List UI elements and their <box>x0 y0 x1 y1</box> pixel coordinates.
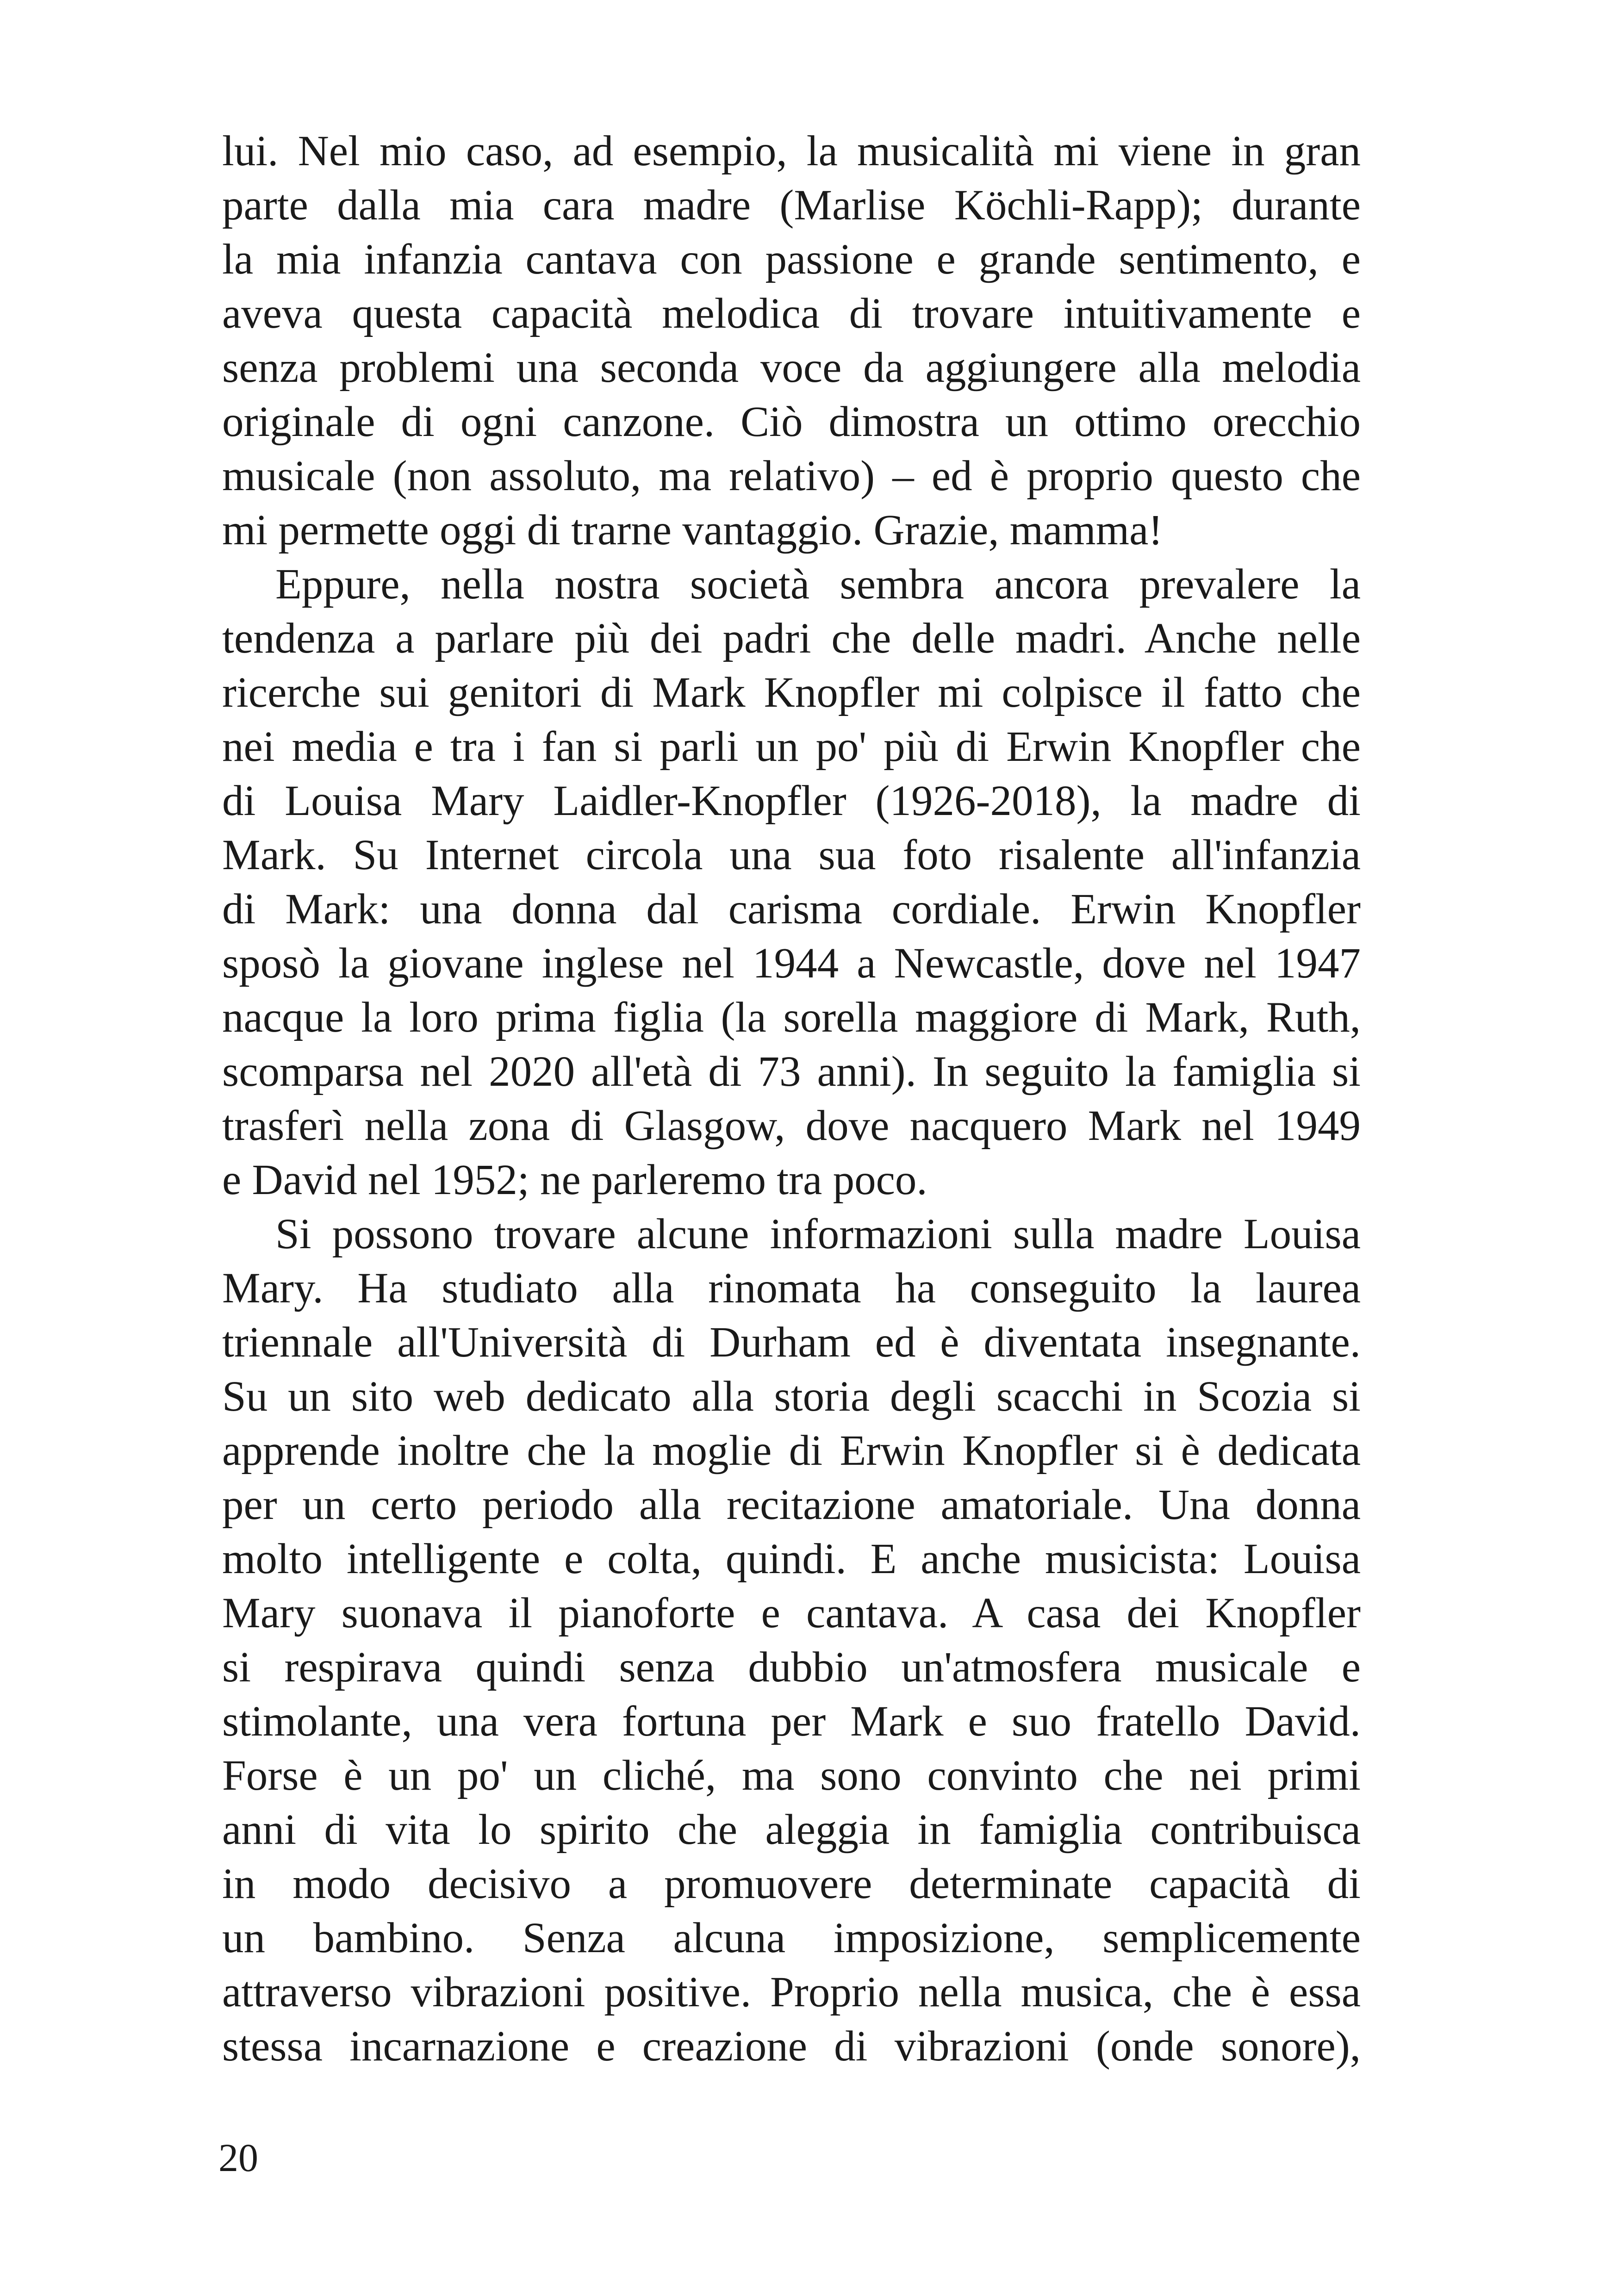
body-text <box>222 124 1361 2073</box>
text-line: tendenza a parlare più dei padri che delle madri. Anche nelle <box>222 615 1361 662</box>
text-line: Mark. Su Internet circola una sua foto risalente all'infanzia <box>222 831 1361 879</box>
text-line: Mary. Ha studiato alla rinomata ha conseguito la laurea <box>222 1264 1361 1312</box>
text-line: trasferì nella zona di Glasgow, dove nacquero Mark nel 1949 <box>222 1102 1361 1150</box>
text-line: triennale all'Università di Durham ed è diventata insegnante. <box>222 1319 1361 1366</box>
text-line: si respirava quindi senza dubbio un'atmosfera musicale e <box>222 1643 1361 1691</box>
page-number: 20 <box>218 2135 258 2180</box>
text-line: anni di vita lo spirito che aleggia in famiglia contribuisca <box>222 1806 1361 1854</box>
text-line: in modo decisivo a promuovere determinate capacità di <box>222 1860 1361 1908</box>
text-line: originale di ogni canzone. Ciò dimostra un ottimo orecchio <box>222 398 1361 446</box>
text-line: nei media e tra i fan si parli un po' più di Erwin Knopfler che <box>222 723 1361 771</box>
text-line: mi permette oggi di trarne vantaggio. Grazie, mamma! <box>222 506 1163 554</box>
text-line: e David nel 1952; ne parleremo tra poco. <box>222 1156 927 1204</box>
text-line: musicale (non assoluto, ma relativo) – ed è proprio questo che <box>222 452 1361 500</box>
text-line: apprende inoltre che la moglie di Erwin Knopfler si è dedicata <box>222 1427 1361 1475</box>
text-line: stimolante, una vera fortuna per Mark e suo fratello David. <box>222 1698 1361 1745</box>
text-line: Su un sito web dedicato alla storia degli scacchi in Scozia si <box>222 1373 1361 1420</box>
text-line: nacque la loro prima figlia (la sorella maggiore di Mark, Ruth, <box>222 994 1361 1041</box>
text-line: per un certo periodo alla recitazione amatoriale. Una donna <box>222 1481 1361 1529</box>
text-line: Mary suonava il pianoforte e cantava. A casa dei Knopfler <box>222 1589 1361 1637</box>
text-line: Si possono trovare alcune informazioni sulla madre Louisa <box>275 1210 1361 1258</box>
text-line: molto intelligente e colta, quindi. E anche musicista: Louisa <box>222 1535 1361 1583</box>
text-line: sposò la giovane inglese nel 1944 a Newcastle, dove nel 1947 <box>222 940 1361 987</box>
text-line: ricerche sui genitori di Mark Knopfler mi colpisce il fatto che <box>222 669 1361 716</box>
text-line: senza problemi una seconda voce da aggiungere alla melodia <box>222 344 1361 392</box>
text-line: attraverso vibrazioni positive. Proprio nella musica, che è essa <box>222 1968 1361 2016</box>
text-line: un bambino. Senza alcuna imposizione, semplicemente <box>222 1914 1361 1962</box>
text-line: stessa incarnazione e creazione di vibrazioni (onde sonore), <box>222 2022 1361 2070</box>
text-line: lui. Nel mio caso, ad esempio, la musicalità mi viene in gran <box>222 127 1361 175</box>
text-line: parte dalla mia cara madre (Marlise Köchli-Rapp); durante <box>222 181 1361 229</box>
text-line: Eppure, nella nostra società sembra ancora prevalere la <box>275 560 1361 608</box>
text-line: di Louisa Mary Laidler-Knopfler (1926-2018), la madre di <box>222 777 1361 825</box>
text-line: Forse è un po' un cliché, ma sono convinto che nei primi <box>222 1752 1361 1799</box>
text-line: di Mark: una donna dal carisma cordiale. Erwin Knopfler <box>222 885 1361 933</box>
text-line: scomparsa nel 2020 all'età di 73 anni). In seguito la famiglia si <box>222 1048 1361 1095</box>
text-line: la mia infanzia cantava con passione e grande sentimento, e <box>222 236 1361 283</box>
text-line: aveva questa capacità melodica di trovare intuitivamente e <box>222 290 1361 337</box>
